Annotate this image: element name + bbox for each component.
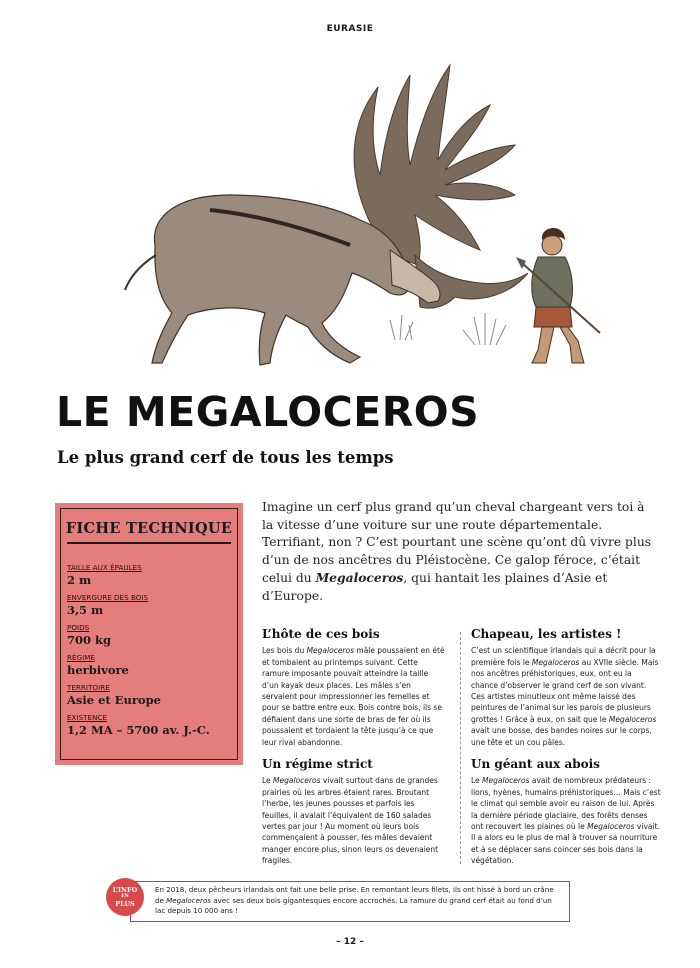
text-part: avait de nombreux prédateurs : lions, hyènes, humains préhistoriques… Mais c’est le climat qui semble avoir eu raison de lui. Après la dernière période glaciaire, des forêts denses ont recouvert les plaines où le [471, 776, 661, 832]
fiche-items [67, 563, 233, 743]
text-part: avec ses deux bois gigantesques encore accrochés. La ramure du grand cerf était au fond d’un lac depuis 10 000 ans ! [155, 895, 552, 916]
text-part: au XVIIe siècle. Mais nos ancêtres préhistoriques, eux, ont eu la chance d’observer le grand cerf de son vivant. Ces artistes minutieux ont même laissé des peintures de l’animal sur les parois de plusieurs grottes ! Grâce à eux, on sait que le [471, 657, 659, 724]
intro-text-end: , qui hantait les plaines d’Asie et d’Europe. [262, 571, 608, 603]
fiche-value: 700 kg [67, 633, 112, 647]
fiche-value: herbivore [67, 663, 129, 677]
section-text [471, 775, 661, 866]
fiche-value: 3,5 m [67, 603, 104, 617]
text-part: vivait. Il a alors eu le plus de mal à trouver sa nourriture et à se déplacer sans coincer ses bois dans la végétation. [471, 822, 660, 866]
fiche-heading: FICHE TECHNIQUE [65, 520, 233, 537]
section-heading: L’hôte de ces bois [262, 627, 380, 641]
section-hote [262, 629, 446, 748]
grass-icon [390, 313, 506, 345]
intro-text: Imagine un cerf plus grand qu’un cheval chargeant vers toi à la vitesse d’une voiture sur une route départementale. Terrifiant, non ? C’est pourtant une scène qu’ont dû vivre plus d’un de nos ancêtres du Pléistocène. Ce galop féroce, c’était celui du [262, 500, 652, 586]
fiche-value: 1,2 MA – 5700 av. J.-C. [67, 723, 210, 737]
species-name: Megaloceros [273, 776, 321, 786]
species-name: Megaloceros [482, 776, 530, 786]
text-part: Les bois du [262, 646, 307, 656]
fiche-border [60, 508, 238, 760]
section-text [262, 645, 446, 748]
fiche-value: Asie et Europe [67, 693, 161, 707]
page-subtitle: Le plus grand cerf de tous les temps [57, 448, 394, 467]
section-text [471, 645, 661, 748]
section-heading: Un régime strict [262, 757, 373, 771]
intro-species-name: Megaloceros [315, 570, 404, 586]
fiche-label: TAILLE AUX ÉPAULES [67, 563, 142, 572]
column-divider [460, 632, 461, 864]
text-part: Le [471, 776, 483, 786]
section-regime [262, 759, 446, 867]
section-heading: Chapeau, les artistes ! [471, 627, 622, 641]
fiche-technique-box [55, 503, 243, 765]
intro-paragraph [262, 499, 652, 606]
fiche-label: ENVERGURE DES BOIS [67, 593, 149, 602]
section-heading: Un géant aux abois [471, 757, 600, 771]
page-title: LE MEGALOCEROS [56, 388, 480, 436]
section-header: EURASIE [326, 24, 374, 34]
badge-text: EN [121, 894, 129, 899]
hunter-figure [516, 228, 600, 363]
fiche-label: POIDS [67, 623, 90, 632]
section-geant [471, 759, 661, 867]
text-part: Le [262, 776, 274, 786]
fiche-label: TERRITOIRE [67, 683, 110, 692]
badge-text: L’INFO [112, 886, 138, 894]
fiche-label: RÉGIME [67, 653, 95, 662]
section-artistes [471, 629, 661, 748]
badge-text: PLUS [115, 900, 135, 908]
fiche-value: 2 m [67, 573, 92, 587]
page-number: – 12 – [336, 937, 364, 947]
text-part: C’est un scientifique irlandais qui a décrit pour la première fois le [471, 646, 656, 667]
fiche-label: EXISTENCE [67, 713, 108, 722]
text-part: vivait surtout dans de grandes prairies où les arbres étaient rares. Broutant l’herbe, les jeunes pousses et parfois les feuilles, il avalait l’équivalent de 160 salades vertes par jour ! Au moment où leurs bois commençaient à pousser, les mâles devaient manger encore plus, sinon leurs os devenaient fragiles. [262, 776, 439, 866]
species-name: Megaloceros [531, 657, 580, 667]
text-part: En 2018, deux pêcheurs irlandais ont fait une belle prise. En remontant leurs filets, ils ont hissé à bord un crâne de [155, 885, 554, 905]
text-part: avait une bosse, des bandes noires sur le corps, une tête et un cou pâles. [471, 726, 652, 747]
info-badge [106, 878, 144, 916]
fiche-heading-underline [67, 542, 231, 544]
section-text [262, 775, 446, 866]
text-part: mâle poussaient en été et tombaient au printemps suivant. Cette ramure imposante pouvait atteindre la taille d’un kayak deux places. Les mâles s’en servaient pour impressionner les femelles et pour se battre entre eux. Bois contre bois, ils se défiaient dans une sorte de bras de fer où ils poussaient et tordaient la tête jusqu’à ce que leur rival abandonne. [262, 646, 445, 747]
species-name: Megaloceros [306, 646, 355, 656]
species-name: Megaloceros [166, 895, 211, 905]
species-name: Megaloceros [587, 822, 635, 832]
megaloceros-illustration [60, 45, 660, 380]
info-text [155, 885, 563, 917]
species-name: Megaloceros [608, 714, 657, 724]
